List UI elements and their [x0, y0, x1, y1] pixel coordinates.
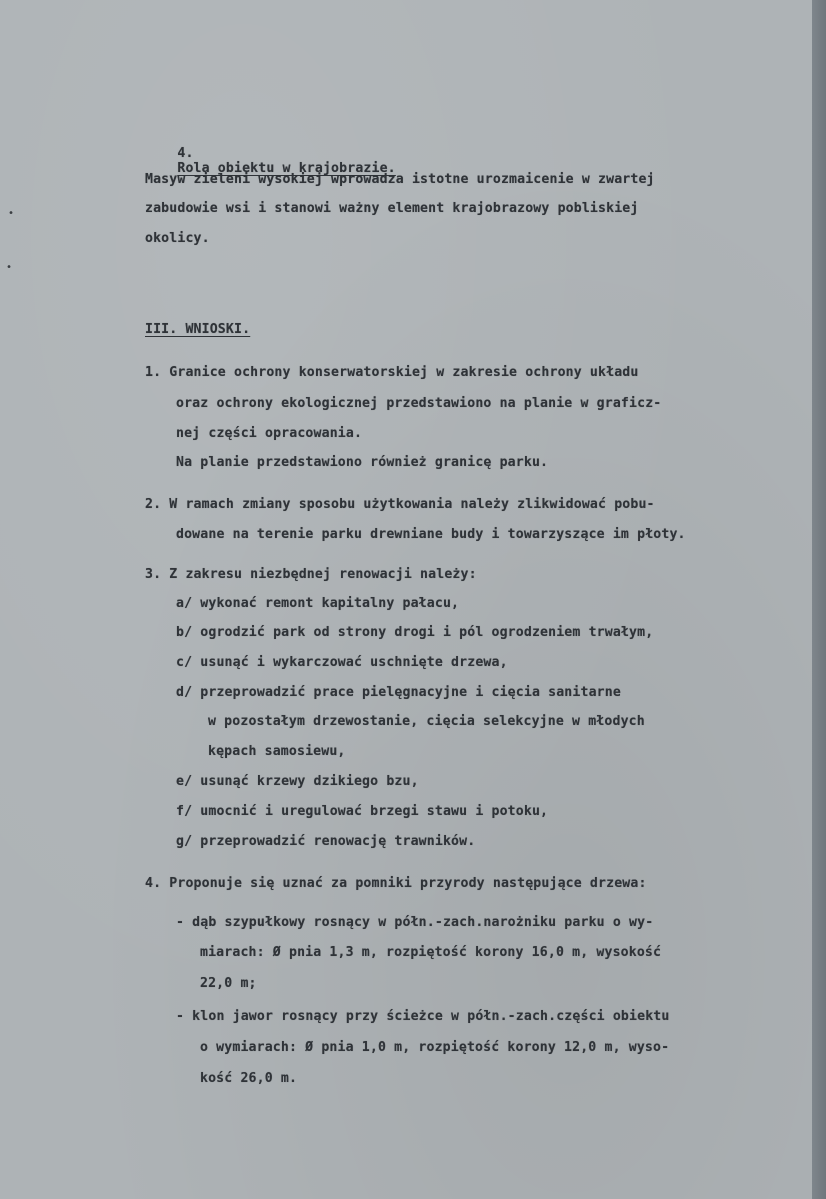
item-3-d-1: d/ przeprowadzić prace pielęgnacyjne i cięcia sanitarne [176, 685, 621, 700]
item-2-line-2: dowane na terenie parku drewniane budy i towarzyszące im płoty. [176, 527, 686, 542]
section-4-line-3: okolicy. [145, 231, 210, 246]
paper-speck-mark: • [6, 262, 13, 273]
item-3-a: a/ wykonać remont kapitalny pałacu, [176, 596, 460, 611]
item-1-line-3: nej części opracowania. [176, 426, 363, 441]
section-4-line-1: Masyw zieleni wysokiej wprowadza istotne urozmaicenie w zwartej [145, 172, 655, 187]
item-1-line-1: 1. Granice ochrony konserwatorskiej w zakresie ochrony układu [145, 365, 639, 380]
page-edge-shadow [812, 0, 826, 1199]
conclusions-heading: III. WNIOSKI. [145, 322, 251, 337]
item-3-g: g/ przeprowadzić renowację trawników. [176, 834, 476, 849]
paper-speck-mark: • [8, 208, 15, 219]
item-1-line-4: Na planie przedstawiono również granicę parku. [176, 455, 549, 470]
item-3-b: b/ ogrodzić park od strony drogi i pól ogrodzeniem trwałym, [176, 625, 654, 640]
item-4-tree-1-line-2: miarach: Ø pnia 1,3 m, rozpiętość korony 16,0 m, wysokość [200, 945, 662, 960]
item-4-tree-1-line-3: 22,0 m; [200, 976, 257, 991]
item-3-d-3: kępach samosiewu, [208, 744, 346, 759]
item-3-d-2: w pozostałym drzewostanie, cięcia selekcyjne w młodych [208, 714, 645, 729]
item-3-intro: 3. Z zakresu niezbędnej renowacji należy: [145, 567, 477, 582]
section-4-number: 4. [177, 146, 194, 161]
item-4-tree-2-line-1: - klon jawor rosnący przy ścieżce w półn.-zach.części obiektu [176, 1009, 670, 1024]
section-4-line-2: zabudowie wsi i stanowi ważny element krajobrazowy pobliskiej [145, 201, 639, 216]
item-4-tree-1-line-1: - dąb szypułkowy rosnący w półn.-zach.narożniku parku o wy- [176, 915, 654, 930]
item-3-e: e/ usunąć krzewy dzikiego bzu, [176, 774, 419, 789]
item-4-tree-2-line-3: kość 26,0 m. [200, 1071, 298, 1086]
item-4-intro: 4. Proponuje się uznać za pomniki przyrody następujące drzewa: [145, 876, 647, 891]
item-2-line-1: 2. W ramach zmiany sposobu użytkowania należy zlikwidować pobu- [145, 497, 655, 512]
item-3-c: c/ usunąć i wykarczować uschnięte drzewa, [176, 655, 508, 670]
item-1-line-2: oraz ochrony ekologicznej przedstawiono na planie w graficz- [176, 396, 662, 411]
item-3-f: f/ umocnić i uregulować brzegi stawu i potoku, [176, 804, 549, 819]
section-4-title: Rola obiektu w krajobrazie. [177, 161, 396, 176]
item-4-tree-2-line-2: o wymiarach: Ø pnia 1,0 m, rozpiętość korony 12,0 m, wyso- [200, 1040, 670, 1055]
